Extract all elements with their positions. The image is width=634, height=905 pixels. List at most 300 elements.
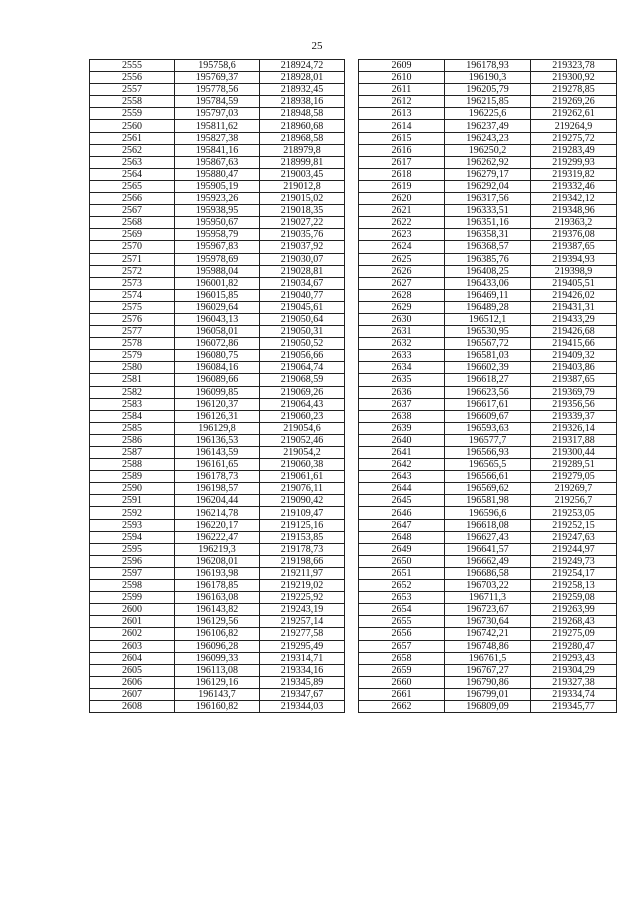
x-coordinate-cell: 196084,16 [175,362,260,374]
point-number-cell: 2591 [90,495,175,507]
point-number-cell: 2651 [359,567,445,579]
column-gap [345,289,359,301]
y-coordinate-cell: 219069,26 [260,386,345,398]
point-number-cell: 2639 [359,422,445,434]
y-coordinate-cell: 219409,32 [531,350,617,362]
x-coordinate-cell: 196029,64 [175,301,260,313]
point-number-cell: 2556 [90,72,175,84]
x-coordinate-cell: 196618,08 [445,519,531,531]
y-coordinate-cell: 219269,7 [531,483,617,495]
y-coordinate-cell: 219219,02 [260,580,345,592]
x-coordinate-cell: 196333,51 [445,205,531,217]
point-number-cell: 2638 [359,410,445,422]
column-gap [345,120,359,132]
x-coordinate-cell: 196250,2 [445,144,531,156]
point-number-cell: 2640 [359,434,445,446]
y-coordinate-cell: 219054,2 [260,447,345,459]
y-coordinate-cell: 219327,38 [531,676,617,688]
x-coordinate-cell: 196096,28 [175,640,260,652]
x-coordinate-cell: 195841,16 [175,144,260,156]
point-number-cell: 2596 [90,555,175,567]
table-row [90,398,617,410]
x-coordinate-cell: 196208,01 [175,555,260,567]
x-coordinate-cell: 196136,53 [175,434,260,446]
y-coordinate-cell: 219060,38 [260,459,345,471]
point-number-cell: 2662 [359,700,445,712]
column-gap [345,60,359,72]
x-coordinate-cell: 196433,06 [445,277,531,289]
point-number-cell: 2644 [359,483,445,495]
y-coordinate-cell: 219332,46 [531,180,617,192]
y-coordinate-cell: 219037,92 [260,241,345,253]
column-gap [345,84,359,96]
column-gap [345,700,359,712]
y-coordinate-cell: 219030,07 [260,253,345,265]
table-row [90,555,617,567]
y-coordinate-cell: 219040,77 [260,289,345,301]
table-row [90,289,617,301]
table-row [90,193,617,205]
y-coordinate-cell: 219369,79 [531,386,617,398]
x-coordinate-cell: 196214,78 [175,507,260,519]
point-number-cell: 2558 [90,96,175,108]
x-coordinate-cell: 196198,57 [175,483,260,495]
x-coordinate-cell: 196730,64 [445,616,531,628]
table-row [90,567,617,579]
point-number-cell: 2627 [359,277,445,289]
y-coordinate-cell: 219259,08 [531,592,617,604]
x-coordinate-cell: 196742,21 [445,628,531,640]
column-gap [345,144,359,156]
table-row [90,253,617,265]
point-number-cell: 2653 [359,592,445,604]
column-gap [345,156,359,168]
column-gap [345,531,359,543]
point-number-cell: 2631 [359,326,445,338]
y-coordinate-cell: 219323,78 [531,60,617,72]
point-number-cell: 2635 [359,374,445,386]
x-coordinate-cell: 196099,33 [175,652,260,664]
y-coordinate-cell: 219064,43 [260,398,345,410]
x-coordinate-cell: 195867,63 [175,156,260,168]
y-coordinate-cell: 219056,66 [260,350,345,362]
point-number-cell: 2599 [90,592,175,604]
x-coordinate-cell: 196113,08 [175,664,260,676]
y-coordinate-cell: 219398,9 [531,265,617,277]
column-gap [345,338,359,350]
y-coordinate-cell: 219283,49 [531,144,617,156]
point-number-cell: 2572 [90,265,175,277]
table-row [90,652,617,664]
x-coordinate-cell: 196143,7 [175,688,260,700]
x-coordinate-cell: 195769,37 [175,72,260,84]
y-coordinate-cell: 219344,03 [260,700,345,712]
table-row [90,447,617,459]
table-row [90,72,617,84]
point-number-cell: 2557 [90,84,175,96]
x-coordinate-cell: 196623,56 [445,386,531,398]
column-gap [345,664,359,676]
column-gap [345,108,359,120]
x-coordinate-cell: 195880,47 [175,168,260,180]
y-coordinate-cell: 219356,56 [531,398,617,410]
x-coordinate-cell: 196748,86 [445,640,531,652]
point-number-cell: 2577 [90,326,175,338]
point-number-cell: 2612 [359,96,445,108]
x-coordinate-cell: 196408,25 [445,265,531,277]
point-number-cell: 2573 [90,277,175,289]
column-gap [345,483,359,495]
y-coordinate-cell: 219052,46 [260,434,345,446]
column-gap [345,241,359,253]
column-gap [345,96,359,108]
x-coordinate-cell: 196593,63 [445,422,531,434]
table-row [90,301,617,313]
x-coordinate-cell: 196662,49 [445,555,531,567]
point-number-cell: 2648 [359,531,445,543]
y-coordinate-cell: 219295,49 [260,640,345,652]
x-coordinate-cell: 196089,66 [175,374,260,386]
y-coordinate-cell: 219153,85 [260,531,345,543]
y-coordinate-cell: 219252,15 [531,519,617,531]
point-number-cell: 2574 [90,289,175,301]
x-coordinate-cell: 196178,93 [445,60,531,72]
x-coordinate-cell: 196489,28 [445,301,531,313]
y-coordinate-cell: 219256,7 [531,495,617,507]
table-row [90,531,617,543]
point-number-cell: 2656 [359,628,445,640]
y-coordinate-cell: 219263,99 [531,604,617,616]
x-coordinate-cell: 196569,62 [445,483,531,495]
y-coordinate-cell: 219405,51 [531,277,617,289]
y-coordinate-cell: 219300,92 [531,72,617,84]
x-coordinate-cell: 196160,82 [175,700,260,712]
column-gap [345,313,359,325]
point-number-cell: 2600 [90,604,175,616]
table-row [90,664,617,676]
x-coordinate-cell: 196058,01 [175,326,260,338]
table-row [90,265,617,277]
x-coordinate-cell: 196178,73 [175,471,260,483]
column-gap [345,434,359,446]
point-number-cell: 2625 [359,253,445,265]
y-coordinate-cell: 219289,51 [531,459,617,471]
y-coordinate-cell: 219426,68 [531,326,617,338]
y-coordinate-cell: 218999,81 [260,156,345,168]
point-number-cell: 2570 [90,241,175,253]
table-row [90,350,617,362]
y-coordinate-cell: 218960,68 [260,120,345,132]
table-row [90,592,617,604]
point-number-cell: 2646 [359,507,445,519]
y-coordinate-cell: 219334,74 [531,688,617,700]
point-number-cell: 2614 [359,120,445,132]
point-number-cell: 2628 [359,289,445,301]
point-number-cell: 2618 [359,168,445,180]
y-coordinate-cell: 219348,96 [531,205,617,217]
y-coordinate-cell: 218928,01 [260,72,345,84]
x-coordinate-cell: 196799,01 [445,688,531,700]
y-coordinate-cell: 219027,22 [260,217,345,229]
column-gap [345,652,359,664]
point-number-cell: 2610 [359,72,445,84]
point-number-cell: 2632 [359,338,445,350]
point-number-cell: 2611 [359,84,445,96]
point-number-cell: 2567 [90,205,175,217]
table-row [90,386,617,398]
y-coordinate-cell: 219178,73 [260,543,345,555]
point-number-cell: 2582 [90,386,175,398]
y-coordinate-cell: 218968,58 [260,132,345,144]
point-number-cell: 2595 [90,543,175,555]
x-coordinate-cell: 195988,04 [175,265,260,277]
table-row [90,120,617,132]
x-coordinate-cell: 196161,65 [175,459,260,471]
x-coordinate-cell: 196099,85 [175,386,260,398]
x-coordinate-cell: 196565,5 [445,459,531,471]
x-coordinate-cell: 196015,85 [175,289,260,301]
column-gap [345,229,359,241]
y-coordinate-cell: 219253,05 [531,507,617,519]
point-number-cell: 2585 [90,422,175,434]
point-number-cell: 2563 [90,156,175,168]
point-number-cell: 2660 [359,676,445,688]
table-row [90,96,617,108]
y-coordinate-cell: 219326,14 [531,422,617,434]
point-number-cell: 2580 [90,362,175,374]
y-coordinate-cell: 219262,61 [531,108,617,120]
x-coordinate-cell: 196581,98 [445,495,531,507]
x-coordinate-cell: 196767,27 [445,664,531,676]
point-number-cell: 2578 [90,338,175,350]
x-coordinate-cell: 196143,59 [175,447,260,459]
column-gap [345,519,359,531]
point-number-cell: 2641 [359,447,445,459]
column-gap [345,495,359,507]
x-coordinate-cell: 196602,39 [445,362,531,374]
table-row [90,362,617,374]
x-coordinate-cell: 196512,1 [445,313,531,325]
x-coordinate-cell: 196129,16 [175,676,260,688]
column-gap [345,362,359,374]
point-number-cell: 2621 [359,205,445,217]
point-number-cell: 2593 [90,519,175,531]
point-number-cell: 2583 [90,398,175,410]
table-row [90,326,617,338]
x-coordinate-cell: 196617,61 [445,398,531,410]
y-coordinate-cell: 219269,26 [531,96,617,108]
point-number-cell: 2603 [90,640,175,652]
y-coordinate-cell: 219300,44 [531,447,617,459]
point-number-cell: 2617 [359,156,445,168]
column-gap [345,640,359,652]
x-coordinate-cell: 196703,22 [445,580,531,592]
point-number-cell: 2590 [90,483,175,495]
column-gap [345,604,359,616]
point-number-cell: 2571 [90,253,175,265]
y-coordinate-cell: 219050,64 [260,313,345,325]
point-number-cell: 2604 [90,652,175,664]
x-coordinate-cell: 196120,37 [175,398,260,410]
point-number-cell: 2586 [90,434,175,446]
table-row [90,205,617,217]
x-coordinate-cell: 196279,17 [445,168,531,180]
y-coordinate-cell: 219050,52 [260,338,345,350]
point-number-cell: 2633 [359,350,445,362]
point-number-cell: 2622 [359,217,445,229]
x-coordinate-cell: 196581,03 [445,350,531,362]
x-coordinate-cell: 195778,56 [175,84,260,96]
point-number-cell: 2606 [90,676,175,688]
point-number-cell: 2608 [90,700,175,712]
x-coordinate-cell: 196809,09 [445,700,531,712]
table-row [90,483,617,495]
column-gap [345,265,359,277]
y-coordinate-cell: 219347,67 [260,688,345,700]
table-row [90,108,617,120]
point-number-cell: 2620 [359,193,445,205]
point-number-cell: 2565 [90,180,175,192]
y-coordinate-cell: 219068,59 [260,374,345,386]
y-coordinate-cell: 219279,05 [531,471,617,483]
y-coordinate-cell: 219198,66 [260,555,345,567]
y-coordinate-cell: 219257,14 [260,616,345,628]
point-number-cell: 2624 [359,241,445,253]
y-coordinate-cell: 219299,93 [531,156,617,168]
point-number-cell: 2562 [90,144,175,156]
table-row [90,180,617,192]
y-coordinate-cell: 219254,17 [531,567,617,579]
column-gap [345,168,359,180]
point-number-cell: 2615 [359,132,445,144]
point-number-cell: 2555 [90,60,175,72]
column-gap [345,410,359,422]
y-coordinate-cell: 219249,73 [531,555,617,567]
x-coordinate-cell: 196178,85 [175,580,260,592]
column-gap [345,386,359,398]
y-coordinate-cell: 219125,16 [260,519,345,531]
point-number-cell: 2629 [359,301,445,313]
column-gap [345,398,359,410]
x-coordinate-cell: 195967,83 [175,241,260,253]
point-number-cell: 2661 [359,688,445,700]
point-number-cell: 2645 [359,495,445,507]
y-coordinate-cell: 219109,47 [260,507,345,519]
column-gap [345,277,359,289]
table-row [90,374,617,386]
x-coordinate-cell: 196143,82 [175,604,260,616]
x-coordinate-cell: 196222,47 [175,531,260,543]
point-number-cell: 2658 [359,652,445,664]
x-coordinate-cell: 195905,19 [175,180,260,192]
column-gap [345,301,359,313]
y-coordinate-cell: 219363,2 [531,217,617,229]
point-number-cell: 2626 [359,265,445,277]
x-coordinate-cell: 196106,82 [175,628,260,640]
point-number-cell: 2630 [359,313,445,325]
y-coordinate-cell: 219394,93 [531,253,617,265]
x-coordinate-cell: 195758,6 [175,60,260,72]
point-number-cell: 2576 [90,313,175,325]
x-coordinate-cell: 195797,03 [175,108,260,120]
y-coordinate-cell: 219415,66 [531,338,617,350]
x-coordinate-cell: 196043,13 [175,313,260,325]
point-number-cell: 2566 [90,193,175,205]
y-coordinate-cell: 219387,65 [531,241,617,253]
x-coordinate-cell: 196609,67 [445,410,531,422]
y-coordinate-cell: 219012,8 [260,180,345,192]
y-coordinate-cell: 219061,61 [260,471,345,483]
y-coordinate-cell: 219003,45 [260,168,345,180]
x-coordinate-cell: 196001,82 [175,277,260,289]
x-coordinate-cell: 196225,6 [445,108,531,120]
column-gap [345,132,359,144]
table-row [90,422,617,434]
column-gap [345,72,359,84]
point-number-cell: 2649 [359,543,445,555]
point-number-cell: 2587 [90,447,175,459]
point-number-cell: 2642 [359,459,445,471]
point-number-cell: 2559 [90,108,175,120]
x-coordinate-cell: 196220,17 [175,519,260,531]
y-coordinate-cell: 219431,31 [531,301,617,313]
y-coordinate-cell: 219076,11 [260,483,345,495]
point-number-cell: 2597 [90,567,175,579]
point-number-cell: 2594 [90,531,175,543]
table-row [90,676,617,688]
x-coordinate-cell: 196129,8 [175,422,260,434]
point-number-cell: 2655 [359,616,445,628]
y-coordinate-cell: 219317,88 [531,434,617,446]
table-row [90,471,617,483]
table-row [90,132,617,144]
table-row [90,338,617,350]
table-row [90,229,617,241]
y-coordinate-cell: 219403,86 [531,362,617,374]
table-row [90,616,617,628]
y-coordinate-cell: 219028,81 [260,265,345,277]
y-coordinate-cell: 219064,74 [260,362,345,374]
point-number-cell: 2588 [90,459,175,471]
x-coordinate-cell: 196292,04 [445,180,531,192]
point-number-cell: 2602 [90,628,175,640]
x-coordinate-cell: 195784,59 [175,96,260,108]
x-coordinate-cell: 196358,31 [445,229,531,241]
point-number-cell: 2637 [359,398,445,410]
x-coordinate-cell: 195978,69 [175,253,260,265]
point-number-cell: 2613 [359,108,445,120]
table-row [90,217,617,229]
point-number-cell: 2592 [90,507,175,519]
table-row [90,604,617,616]
y-coordinate-cell: 219426,02 [531,289,617,301]
y-coordinate-cell: 219293,43 [531,652,617,664]
x-coordinate-cell: 196262,92 [445,156,531,168]
column-gap [345,326,359,338]
y-coordinate-cell: 219275,09 [531,628,617,640]
y-coordinate-cell: 218932,45 [260,84,345,96]
x-coordinate-cell: 196686,58 [445,567,531,579]
x-coordinate-cell: 196351,16 [445,217,531,229]
y-coordinate-cell: 219264,9 [531,120,617,132]
point-number-cell: 2598 [90,580,175,592]
x-coordinate-cell: 196205,79 [445,84,531,96]
x-coordinate-cell: 196126,31 [175,410,260,422]
point-number-cell: 2564 [90,168,175,180]
x-coordinate-cell: 195923,26 [175,193,260,205]
column-gap [345,459,359,471]
column-gap [345,205,359,217]
